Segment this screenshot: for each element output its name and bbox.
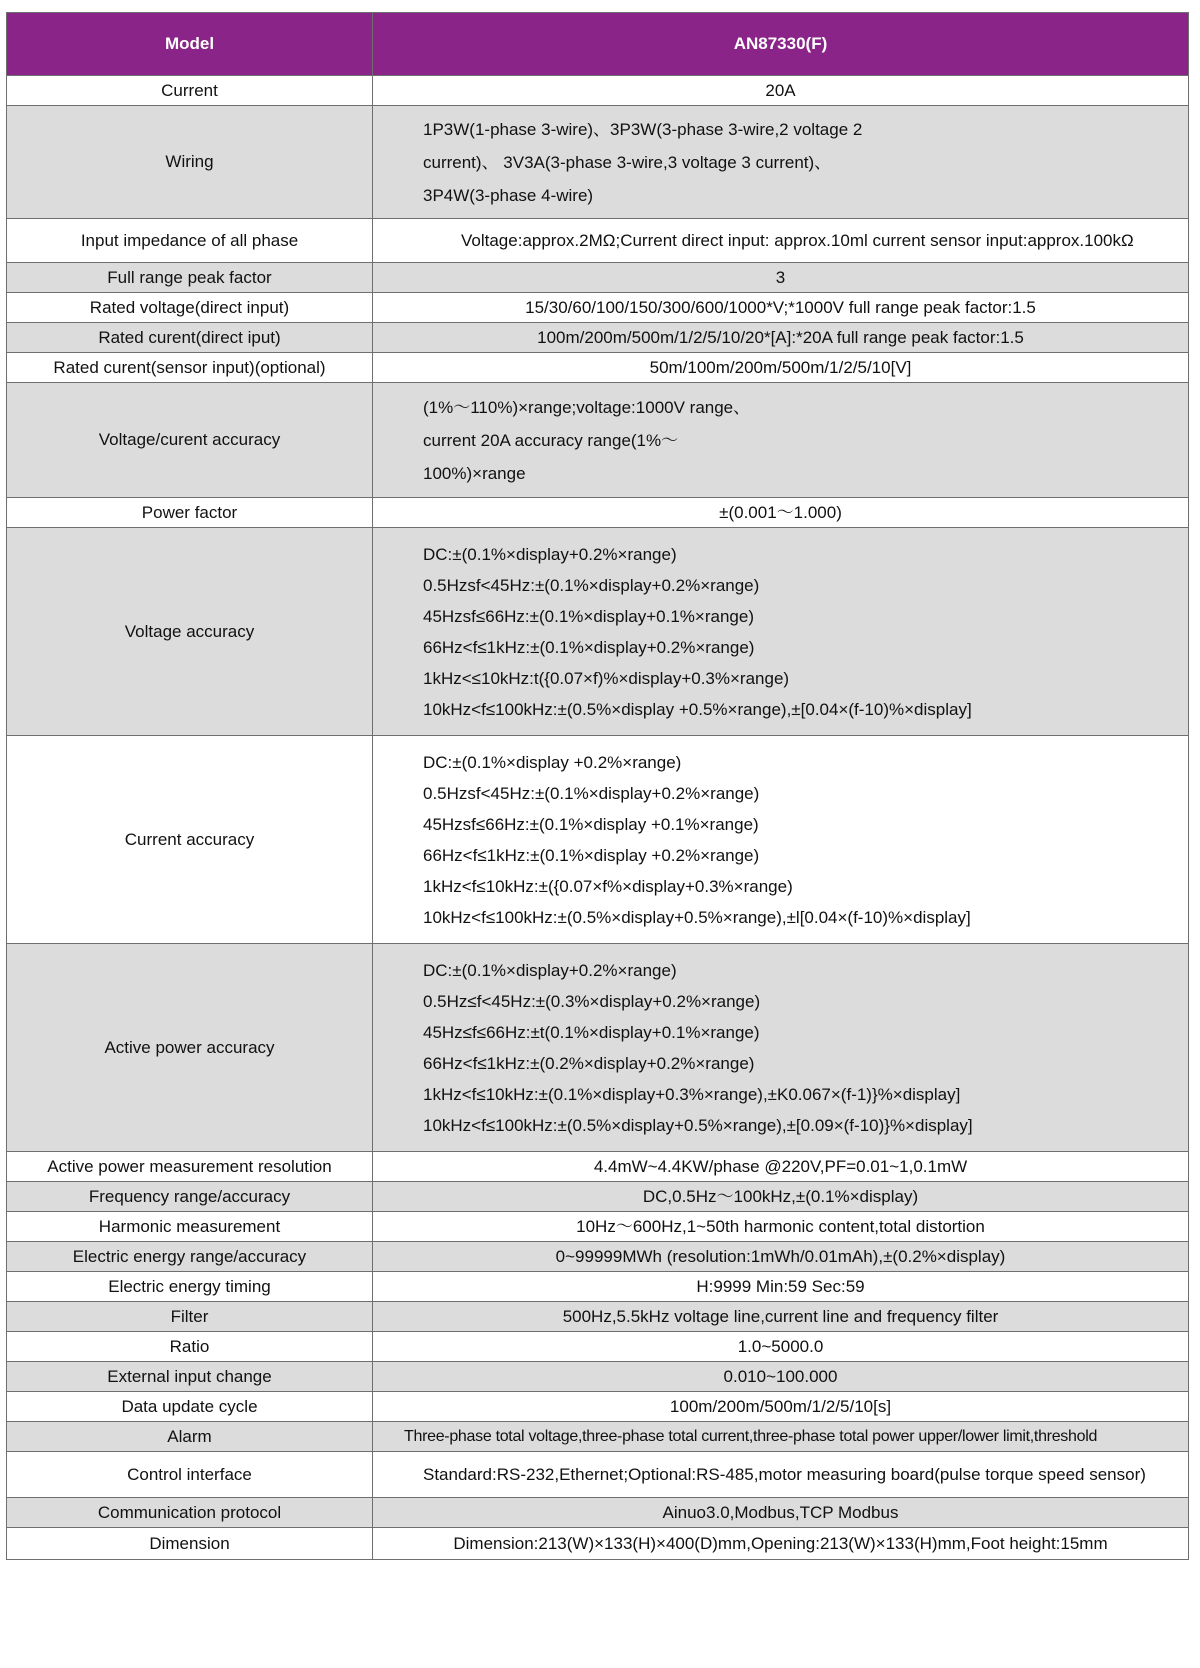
value-line: (1%～110%)×range;voltage:1000V range、 (423, 397, 751, 417)
table-row (7, 1212, 1189, 1242)
row-value: 0~99999MWh (resolution:1mWh/0.01mAh),±(0.2%×display) (373, 1242, 1189, 1272)
row-value: Ainuo3.0,Modbus,TCP Modbus (373, 1498, 1189, 1528)
row-label: Filter (7, 1302, 373, 1332)
value-line: 10kHz<f≤100kHz:±(0.5%×display+0.5%×range),±[0.09×(f-10)}%×display] (423, 1115, 973, 1135)
value-line: current 20A accuracy range(1%～ (423, 430, 679, 450)
value-line: DC:±(0.1%×display+0.2%×range) (423, 960, 677, 980)
value-line: current)、 3V3A(3-phase 3-wire,3 voltage 3 current)、 (423, 152, 832, 172)
row-label: Ratio (7, 1332, 373, 1362)
header-model-label: Model (7, 13, 373, 76)
row-value: 15/30/60/100/150/300/600/1000*V;*1000V full range peak factor:1.5 (373, 293, 1189, 323)
row-value: DC,0.5Hz～100kHz,±(0.1%×display) (373, 1182, 1189, 1212)
value-line: 66Hz<f≤1kHz:±(0.1%×display+0.2%×range) (423, 637, 755, 657)
value-line: 45Hzsf≤66Hz:±(0.1%×display +0.1%×range) (423, 814, 759, 834)
table-row (7, 1152, 1189, 1182)
table-row (7, 528, 1189, 736)
row-value: 3 (373, 263, 1189, 293)
row-label: Frequency range/accuracy (7, 1182, 373, 1212)
value-line: DC:±(0.1%×display +0.2%×range) (423, 752, 682, 772)
table-row (7, 498, 1189, 528)
row-label: Harmonic measurement (7, 1212, 373, 1242)
table-row (7, 1452, 1189, 1498)
row-label: Full range peak factor (7, 263, 373, 293)
row-value: 10Hz～600Hz,1~50th harmonic content,total distortion (373, 1212, 1189, 1242)
value-line: 45Hzsf≤66Hz:±(0.1%×display+0.1%×range) (423, 606, 754, 626)
value-line: 1kHz<f≤10kHz:±(0.1%×display+0.3%×range),±K0.067×(f-1)}%×display] (423, 1084, 961, 1104)
row-label: Voltage accuracy (7, 528, 373, 736)
row-label: Current (7, 76, 373, 106)
row-value: Standard:RS-232,Ethernet;Optional:RS-485,motor measuring board(pulse torque speed sensor) (373, 1452, 1189, 1498)
row-value: 500Hz,5.5kHz voltage line,current line and frequency filter (373, 1302, 1189, 1332)
table-row (7, 219, 1189, 263)
row-label: Voltage/curent accuracy (7, 383, 373, 498)
table-row (7, 1272, 1189, 1302)
row-value (373, 736, 1189, 944)
row-label: Dimension (7, 1528, 373, 1560)
table-header-row (7, 13, 1189, 76)
row-label: Rated curent(direct iput) (7, 323, 373, 353)
table-row (7, 1422, 1189, 1452)
row-label: Current accuracy (7, 736, 373, 944)
value-line: 1kHz<≤10kHz:t({0.07×f)%×display+0.3%×range) (423, 668, 790, 688)
table-row (7, 1528, 1189, 1560)
value-line: 1kHz<f≤10kHz:±({0.07×f%×display+0.3%×range) (423, 876, 793, 896)
row-label: Rated voltage(direct input) (7, 293, 373, 323)
table-row (7, 76, 1189, 106)
row-value: ±(0.001～1.000) (373, 498, 1189, 528)
value-line: 1P3W(1-phase 3-wire)、3P3W(3-phase 3-wire,2 voltage 2 (423, 119, 863, 139)
value-line: 66Hz<f≤1kHz:±(0.2%×display+0.2%×range) (423, 1053, 755, 1073)
header-model-name: AN87330(F) (373, 13, 1189, 76)
row-label: Data update cycle (7, 1392, 373, 1422)
row-label: Input impedance of all phase (7, 219, 373, 263)
row-value: Voltage:approx.2MΩ;Current direct input: approx.10ml current sensor input:approx.100kΩ (373, 219, 1189, 263)
table-row (7, 1242, 1189, 1272)
value-line: 100%)×range (423, 463, 526, 483)
row-value: 1.0~5000.0 (373, 1332, 1189, 1362)
row-label: Active power measurement resolution (7, 1152, 373, 1182)
row-label: Electric energy range/accuracy (7, 1242, 373, 1272)
value-line: 0.5Hz≤f<45Hz:±(0.3%×display+0.2%×range) (423, 991, 761, 1011)
row-value: H:9999 Min:59 Sec:59 (373, 1272, 1189, 1302)
table-row (7, 323, 1189, 353)
value-line: 0.5Hzsf<45Hz:±(0.1%×display+0.2%×range) (423, 575, 760, 595)
row-label: Rated curent(sensor input)(optional) (7, 353, 373, 383)
row-label: External input change (7, 1362, 373, 1392)
table-row (7, 353, 1189, 383)
row-label: Electric energy timing (7, 1272, 373, 1302)
value-line: 66Hz<f≤1kHz:±(0.1%×display +0.2%×range) (423, 845, 760, 865)
row-value: Dimension:213(W)×133(H)×400(D)mm,Opening:213(W)×133(H)mm,Foot height:15mm (373, 1528, 1189, 1560)
table-row (7, 736, 1189, 944)
row-value: 20A (373, 76, 1189, 106)
table-row (7, 1392, 1189, 1422)
row-value (373, 383, 1189, 498)
table-row (7, 1182, 1189, 1212)
table-row (7, 1332, 1189, 1362)
row-label: Power factor (7, 498, 373, 528)
row-value (373, 944, 1189, 1152)
value-line: 45Hz≤f≤66Hz:±t(0.1%×display+0.1%×range) (423, 1022, 760, 1042)
row-value: 0.010~100.000 (373, 1362, 1189, 1392)
row-value: 4.4mW~4.4KW/phase @220V,PF=0.01~1,0.1mW (373, 1152, 1189, 1182)
row-value (373, 528, 1189, 736)
table-row (7, 106, 1189, 219)
row-label: Control interface (7, 1452, 373, 1498)
row-value: Three-phase total voltage,three-phase total current,three-phase total power upper/lower limit,threshold (373, 1422, 1189, 1452)
value-line: 10kHz<f≤100kHz:±(0.5%×display +0.5%×range),±[0.04×(f-10)%×display] (423, 699, 972, 719)
table-row (7, 383, 1189, 498)
row-label: Active power accuracy (7, 944, 373, 1152)
table-row (7, 263, 1189, 293)
table-row (7, 293, 1189, 323)
table-row (7, 1302, 1189, 1332)
row-label: Communication protocol (7, 1498, 373, 1528)
value-line: DC:±(0.1%×display+0.2%×range) (423, 544, 677, 564)
row-value: 100m/200m/500m/1/2/5/10[s] (373, 1392, 1189, 1422)
table-row (7, 1498, 1189, 1528)
row-value: 100m/200m/500m/1/2/5/10/20*[A]:*20A full range peak factor:1.5 (373, 323, 1189, 353)
table-row (7, 1362, 1189, 1392)
row-label: Wiring (7, 106, 373, 219)
row-label: Alarm (7, 1422, 373, 1452)
table-row (7, 944, 1189, 1152)
value-line: 10kHz<f≤100kHz:±(0.5%×display+0.5%×range),±l[0.04×(f-10)%×display] (423, 907, 971, 927)
row-value (373, 106, 1189, 219)
value-line: 0.5Hzsf<45Hz:±(0.1%×display+0.2%×range) (423, 783, 760, 803)
value-line: 3P4W(3-phase 4-wire) (423, 185, 594, 205)
spec-table (6, 12, 1189, 1560)
row-value: 50m/100m/200m/500m/1/2/5/10[V] (373, 353, 1189, 383)
